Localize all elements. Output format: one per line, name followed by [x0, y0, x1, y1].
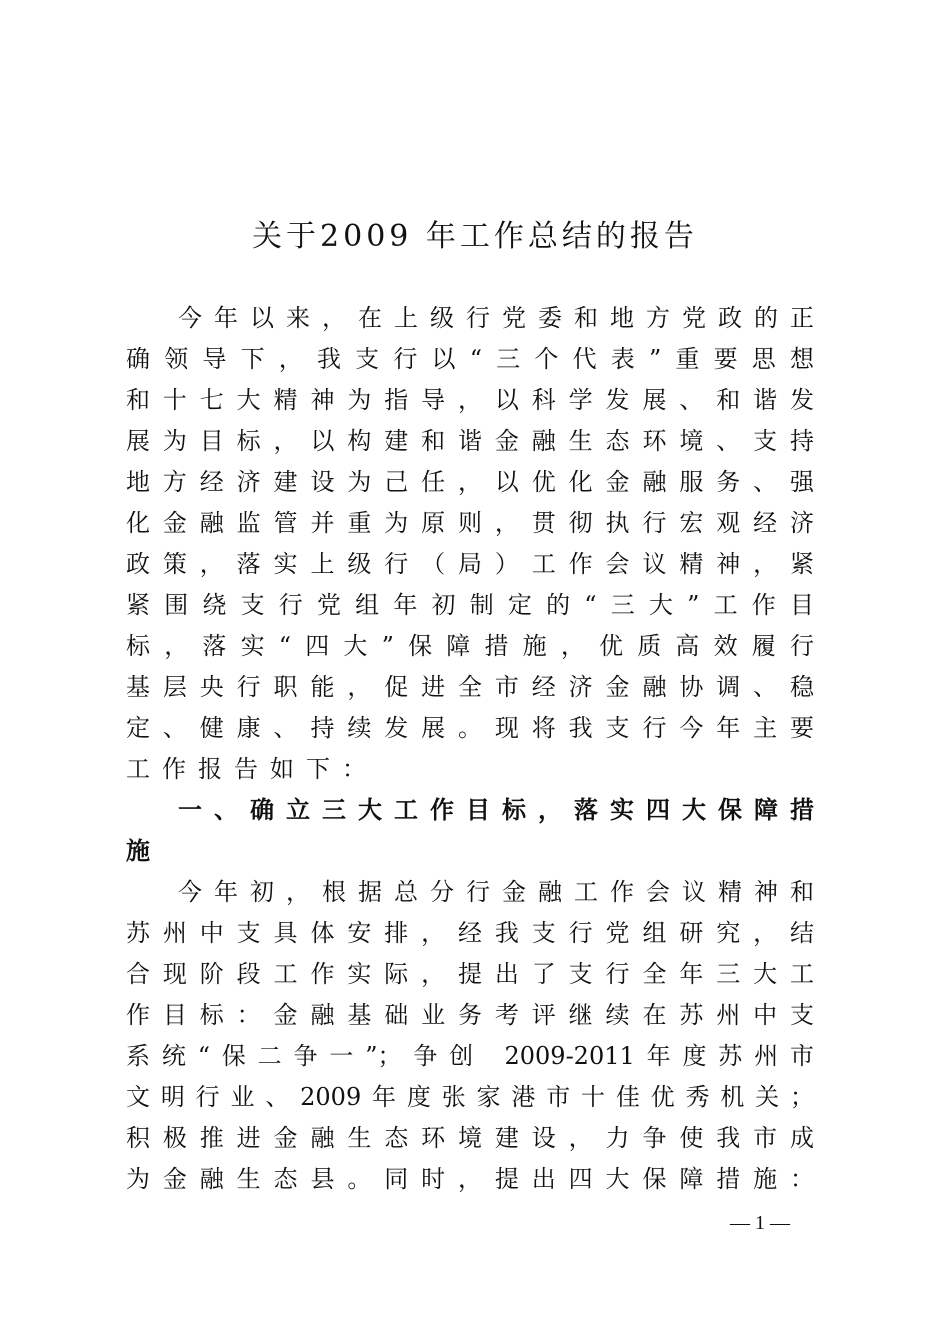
section-line: 苏州中支具体安排，经我支行党组研究，结 [126, 919, 814, 947]
section-line: 作目标：金融基础业务考评继续在苏州中支 [126, 1001, 814, 1029]
body-line: 政策，落实上级行（局）工作会议精神，紧 [126, 550, 814, 578]
section-line: 系统“保二争一”；争创 2009-2011年度苏州市 [126, 1042, 814, 1070]
body-line: 工作报告如下： [126, 755, 378, 783]
body-line: 紧围绕支行党组年初制定的“三大”工作目 [126, 591, 814, 619]
body-line: 化金融监管并重为原则，贯彻执行宏观经济 [126, 509, 814, 537]
document-title: 关于2009 年工作总结的报告 [252, 219, 698, 254]
page-number: — 1 — [730, 1212, 790, 1234]
section-line: 文明行业、2009年度张家港市十佳优秀机关； [126, 1083, 814, 1111]
body-line: 展为目标，以构建和谐金融生态环境、支持 [126, 427, 814, 455]
body-line: 定、健康、持续发展。现将我支行今年主要 [126, 714, 814, 742]
body-line: 基层央行职能，促进全市经济金融协调、稳 [126, 673, 814, 701]
body-line: 今年以来，在上级行党委和地方党政的正 [178, 304, 814, 332]
body-line: 确领导下，我支行以“三个代表”重要思想 [126, 345, 814, 373]
body-line: 标，落实“四大”保障措施，优质高效履行 [126, 632, 814, 660]
section-line: 今年初，根据总分行金融工作会议精神和 [178, 878, 814, 906]
section-heading: 一、确立三大工作目标，落实四大保障措 [178, 796, 814, 824]
section-heading-continued: 施 [126, 837, 162, 865]
body-line: 地方经济建设为己任，以优化金融服务、强 [126, 468, 814, 496]
section-line: 积极推进金融生态环境建设，力争使我市成 [126, 1124, 814, 1152]
section-line: 合现阶段工作实际，提出了支行全年三大工 [126, 960, 814, 988]
section-line: 为金融生态县。同时，提出四大保障措施： [126, 1165, 814, 1193]
body-line: 和十七大精神为指导，以科学发展、和谐发 [126, 386, 814, 414]
